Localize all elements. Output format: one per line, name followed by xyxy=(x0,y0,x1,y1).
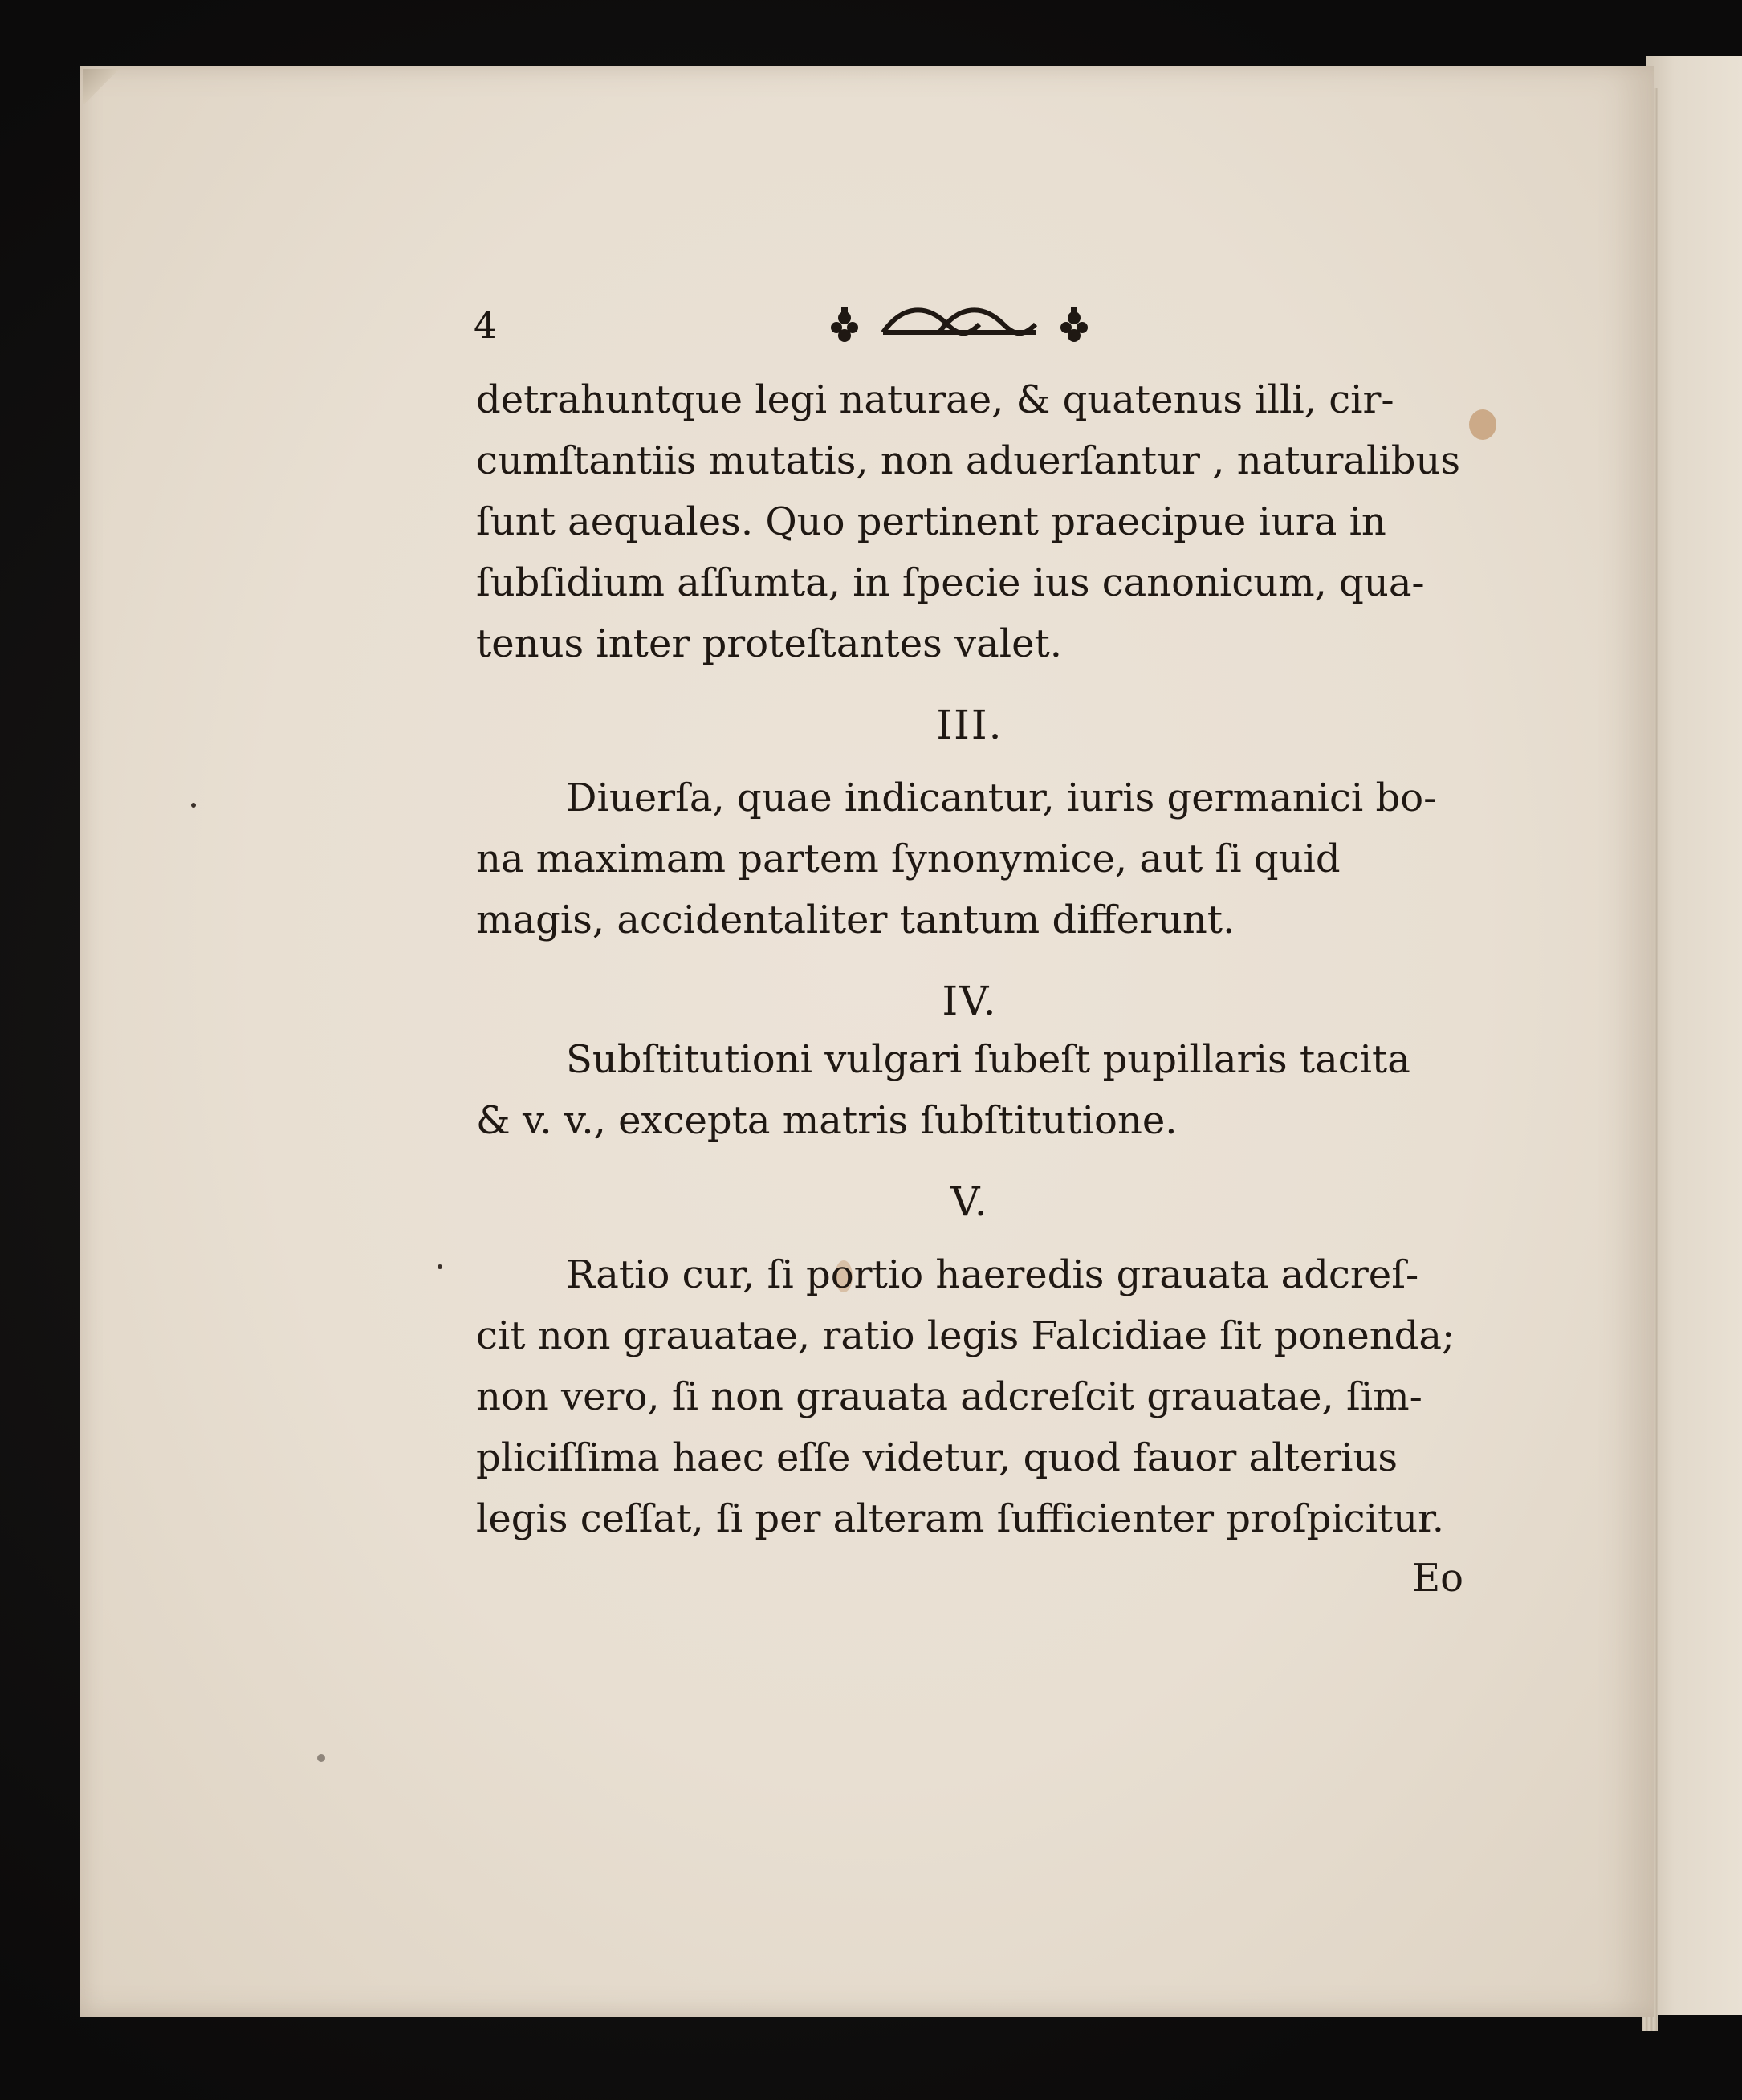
text-line: ſubſidium aſſumta, in ſpecie ius canonicum, qua- xyxy=(476,560,1425,605)
text-line: & v. v., excepta matris ſubſtitutione. xyxy=(476,1098,1178,1143)
facing-page-edge xyxy=(1646,56,1742,2015)
text-line: pliciſſima haec eſſe videtur, quod fauor alterius xyxy=(476,1435,1398,1480)
text-line: Diuerſa, quae indicantur, iuris germanici bo- xyxy=(566,775,1437,820)
section-v-text xyxy=(476,1244,1463,1549)
text-line: legis ceſſat, ſi per alteram ſufficienter proſpicitur. xyxy=(476,1496,1445,1541)
text-line: ſunt aequales. Quo pertinent praecipue iura in xyxy=(476,499,1386,544)
ink-speck xyxy=(191,803,196,808)
floral-bracket-ornament-icon xyxy=(827,300,1092,348)
running-header xyxy=(474,297,1469,353)
section-heading-iv: IV. xyxy=(942,978,998,1024)
text-line: na maximam partem ſynonymice, aut ſi quid xyxy=(476,836,1341,881)
corner-fold xyxy=(83,69,119,104)
catchword: Eo xyxy=(1412,1556,1463,1601)
text-line: Subſtitutioni vulgari ſubeſt pupillaris tacita xyxy=(566,1037,1410,1082)
text-line: cit non grauatae, ratio legis Falcidiae ſit ponenda; xyxy=(476,1313,1455,1358)
section-heading-iii: III. xyxy=(936,702,1003,748)
paragraph-continuation xyxy=(476,369,1463,674)
text-line: detrahuntque legi naturae, & quatenus illi, cir- xyxy=(476,377,1394,422)
ink-speck xyxy=(317,1754,325,1762)
ink-speck xyxy=(438,1264,442,1269)
page-number: 4 xyxy=(474,303,498,347)
text-line: non vero, ſi non grauata adcreſcit grauatae, ſim- xyxy=(476,1374,1422,1419)
section-heading-v: V. xyxy=(950,1178,989,1225)
section-iii-text xyxy=(476,767,1463,950)
text-line: cumſtantiis mutatis, non aduerſantur , naturalibus xyxy=(476,438,1460,483)
text-line: magis, accidentaliter tantum differunt. xyxy=(476,897,1235,942)
section-iv-text xyxy=(476,1029,1463,1151)
text-line: Ratio cur, ſi portio haeredis grauata adcreſ- xyxy=(566,1252,1419,1297)
text-line: tenus inter proteſtantes valet. xyxy=(476,621,1063,666)
foxing-stain xyxy=(1469,409,1496,440)
main-text xyxy=(476,369,1463,1607)
